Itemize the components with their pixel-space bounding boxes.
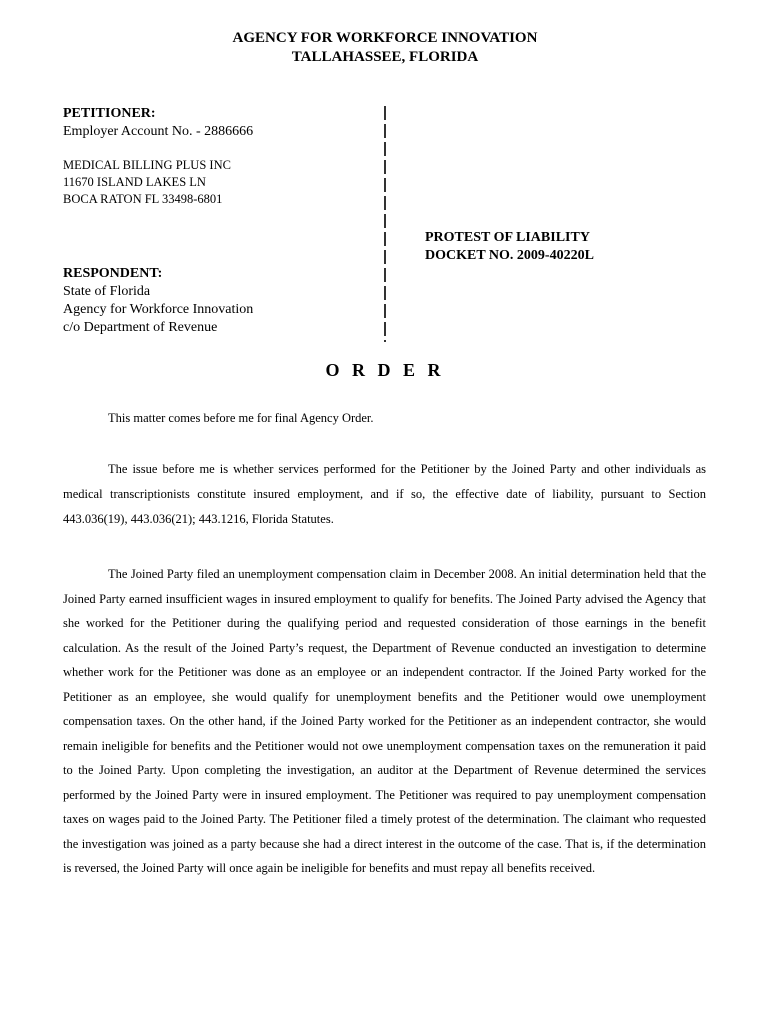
agency-name: AGENCY FOR WORKFORCE INNOVATION: [232, 30, 538, 46]
petitioner-block: [63, 105, 363, 141]
caption-divider: [384, 106, 386, 342]
agency-header: [0, 29, 770, 67]
docket-number: DOCKET NO. 2009-40220L: [425, 248, 594, 263]
petitioner-address-line: 11670 ISLAND LAKES LN: [63, 175, 206, 189]
agency-location: TALLAHASSEE, FLORIDA: [291, 49, 479, 65]
paragraph-background: The Joined Party filed an unemployment compensation claim in December 2008. An initial determination held that the Joined Party earned insufficient wages in insured employment to qualify for benefits. The Joined Party advised the Agency that she worked for the Petitioner during the qualifying period and requested consideration of those earnings in the benefit calculation. As the result of the Joined Party’s request, the Department of Revenue conducted an investigation to determine whether work for the Petitioner was done as an employee or an independent contractor. If the Joined Party worked for the Petitioner as an employee, she would qualify for unemployment benefits and the Petitioner would owe unemployment compensation taxes. On the other hand, if the Joined Party worked for the Petitioner as an independent contractor, she would remain ineligible for benefits and the Petitioner would not owe unemployment compensation taxes on the remuneration it paid to the Joined Party. Upon completing the investigation, an auditor at the Department of Revenue determined the services performed by the Joined Party were in insured employment. The Petitioner was required to pay unemployment compensation taxes on wages paid to the Joined Party. The Petitioner filed a timely protest of the determination. The claimant who requested the investigation was joined as a party because she had a direct interest in the outcome of the case. That is, if the determination is reversed, the Joined Party will once again be ineligible for benefits and must repay all benefits received.: [63, 567, 706, 875]
petitioner-label: PETITIONER:: [63, 106, 156, 121]
respondent-label: RESPONDENT:: [63, 266, 163, 281]
respondent-line: State of Florida: [63, 284, 151, 299]
paragraph-issue: The issue before me is whether services performed for the Petitioner by the Joined Party and other individuals as medical transcriptionists constitute insured employment, and if so, the effective date of liability, pursuant to Section 443.036(19), 443.036(21); 443.1216, Florida Statutes.: [63, 462, 706, 526]
respondent-line: c/o Department of Revenue: [63, 320, 218, 335]
case-caption: [425, 229, 594, 265]
paragraph-intro: This matter comes before me for final Agency Order.: [108, 411, 374, 425]
respondent-line: Agency for Workforce Innovation: [63, 302, 254, 317]
petitioner-address-line: BOCA RATON FL 33498-6801: [63, 192, 223, 206]
case-type: PROTEST OF LIABILITY: [425, 230, 590, 245]
employer-account: Employer Account No. - 2886666: [63, 124, 254, 139]
respondent-block: [63, 265, 363, 337]
petitioner-address: [63, 157, 363, 208]
order-title: O R D E R: [325, 360, 445, 380]
petitioner-address-line: MEDICAL BILLING PLUS INC: [63, 158, 231, 172]
